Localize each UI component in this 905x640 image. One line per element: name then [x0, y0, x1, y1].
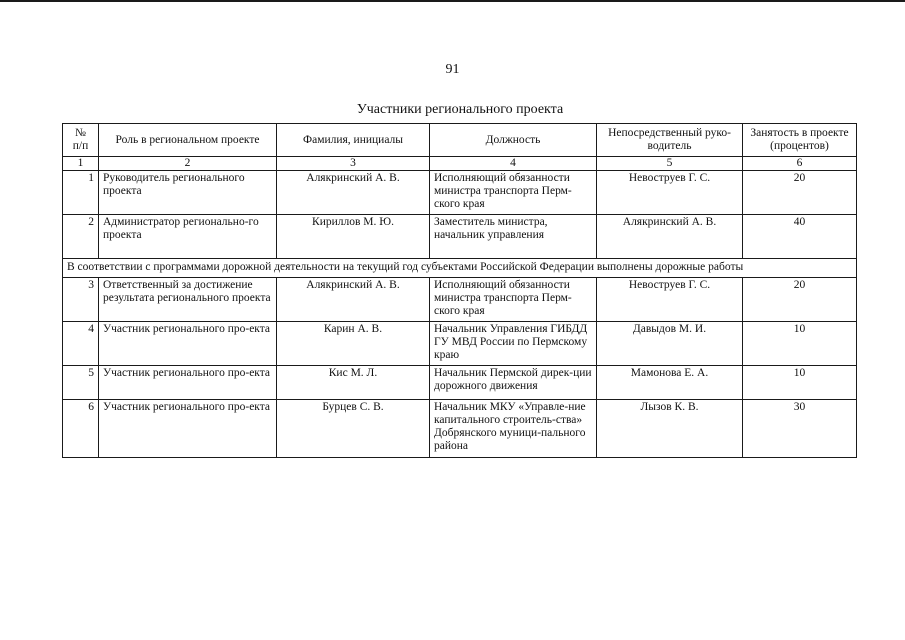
header-cell: Фамилия, инициалы [277, 124, 430, 157]
supervisor-cell: Лызов К. В. [597, 400, 743, 458]
column-number: 6 [743, 157, 857, 171]
role-cell: Администратор регионально-го проекта [99, 215, 277, 259]
employment-cell: 10 [743, 366, 857, 400]
role-cell: Участник регионального про-екта [99, 322, 277, 366]
supervisor-cell: Невоструев Г. С. [597, 278, 743, 322]
header-row [63, 124, 857, 157]
section-heading: В соответствии с программами дорожной деятельности на текущий год субъектами Российской Федерации выполнены дорожные работы [63, 259, 857, 278]
name-cell: Кис М. Л. [277, 366, 430, 400]
name-cell: Кириллов М. Ю. [277, 215, 430, 259]
column-number: 1 [63, 157, 99, 171]
employment-cell: 30 [743, 400, 857, 458]
employment-cell: 10 [743, 322, 857, 366]
supervisor-cell: Давыдов М. И. [597, 322, 743, 366]
row-number: 2 [63, 215, 99, 259]
position-cell: Начальник МКУ «Управле-ние капитального строитель-ства» Добрянского муници-пального района [430, 400, 597, 458]
position-cell: Начальник Управления ГИБДД ГУ МВД России по Пермскому краю [430, 322, 597, 366]
supervisor-cell: Алякринский А. В. [597, 215, 743, 259]
role-cell: Участник регионального про-екта [99, 400, 277, 458]
role-cell: Участник регионального про-екта [99, 366, 277, 400]
row-number: 1 [63, 171, 99, 215]
header-cell: Должность [430, 124, 597, 157]
row-number: 6 [63, 400, 99, 458]
name-cell: Алякринский А. В. [277, 278, 430, 322]
column-number-row [63, 157, 857, 171]
column-number: 4 [430, 157, 597, 171]
employment-cell: 40 [743, 215, 857, 259]
header-cell: Роль в региональном проекте [99, 124, 277, 157]
top-border-line [0, 0, 905, 2]
name-cell: Карин А. В. [277, 322, 430, 366]
supervisor-cell: Мамонова Е. А. [597, 366, 743, 400]
document-title: Участники регионального проекта [356, 102, 564, 117]
employment-cell: 20 [743, 171, 857, 215]
column-number: 2 [99, 157, 277, 171]
header-cell: № п/п [63, 124, 99, 157]
name-cell: Алякринский А. В. [277, 171, 430, 215]
page-number: 91 [445, 62, 460, 77]
table-row [63, 171, 857, 215]
position-cell: Заместитель министра, начальник управления [430, 215, 597, 259]
table-row [63, 366, 857, 400]
position-cell: Исполняющий обязанности министра транспорта Перм-ского края [430, 171, 597, 215]
participants-table [62, 123, 857, 458]
position-cell: Начальник Пермской дирек-ции дорожного движения [430, 366, 597, 400]
table-row [63, 278, 857, 322]
role-cell: Ответственный за достижение результата регионального проекта [99, 278, 277, 322]
section-heading-row [63, 259, 857, 278]
column-number: 5 [597, 157, 743, 171]
column-number: 3 [277, 157, 430, 171]
position-cell: Исполняющий обязанности министра транспорта Перм-ского края [430, 278, 597, 322]
header-cell: Занятость в проекте (процентов) [743, 124, 857, 157]
row-number: 3 [63, 278, 99, 322]
row-number: 4 [63, 322, 99, 366]
table-row [63, 215, 857, 259]
role-cell: Руководитель регионального проекта [99, 171, 277, 215]
employment-cell: 20 [743, 278, 857, 322]
table-row [63, 322, 857, 366]
name-cell: Бурцев С. В. [277, 400, 430, 458]
row-number: 5 [63, 366, 99, 400]
table-row [63, 400, 857, 458]
header-cell: Непосредственный руко- водитель [597, 124, 743, 157]
supervisor-cell: Невоструев Г. С. [597, 171, 743, 215]
